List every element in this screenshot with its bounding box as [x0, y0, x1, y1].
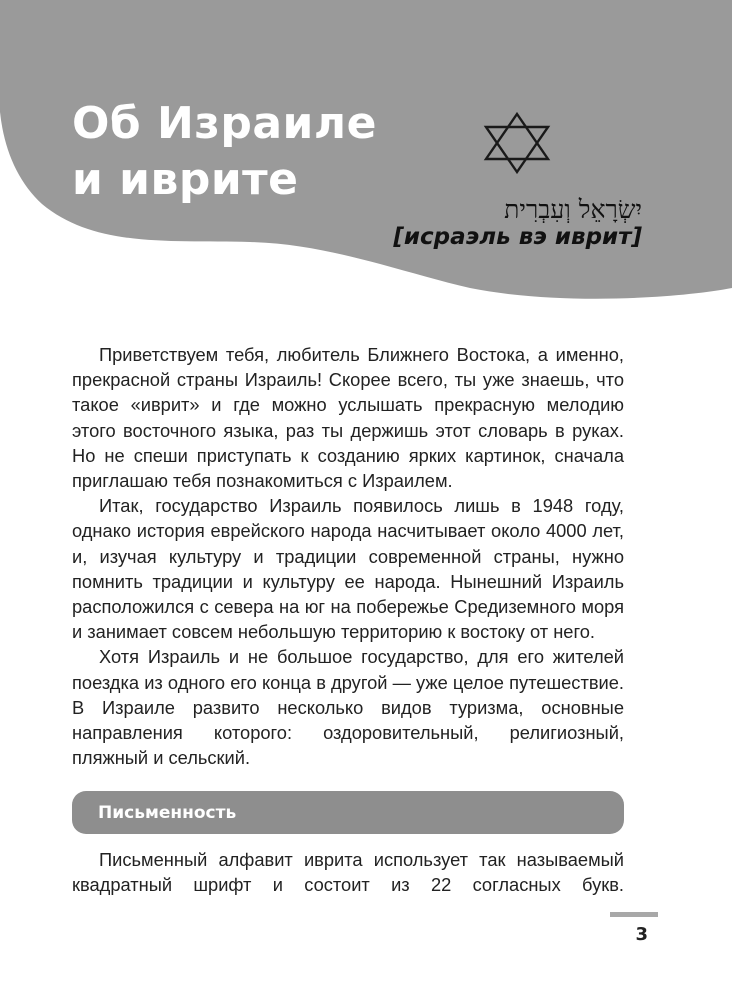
paragraph: Приветствуем тебя, любитель Ближнего Востока, а именно, прекрасной страны Израиль! Скорее всего, ты уже знаешь, что такое «иврит» и где можно услышать прекрасную мелодию этого восточного языка, раз ты держишь этот словарь в руках. Но не спеши приступать к созданию ярких картинок, сначала приглашаю тебя познакомиться с Израилем. [72, 344, 624, 492]
page-number-rule [610, 912, 658, 917]
hebrew-heading: יִשְׂרָאֵל וְעִבְרִית [504, 195, 642, 224]
page-title [72, 96, 377, 208]
page-number: 3 [635, 924, 648, 945]
paragraph: Письменный алфавит иврита использует так называемый квадратный шрифт и состоит из 22 согласных букв. [72, 849, 624, 896]
section-text [72, 847, 624, 897]
section-title: Письменность [98, 803, 237, 823]
title-line-2: и иврите [72, 154, 299, 205]
intro-text [72, 342, 624, 770]
transliteration-heading: [исраэль вэ иврит] [393, 224, 642, 250]
section-header [72, 791, 624, 834]
paragraph: Итак, государство Израиль появилось лишь в 1948 году, однако история еврейского народа насчитывает около 4000 лет, и, изучая культуру и традиции современной страны, нужно помнить традиции и культуру ее народа. Нынешний Израиль расположился с севера на юг на побережье Средиземного моря и занимает совсем небольшую территорию к востоку от него. [72, 495, 624, 643]
paragraph: Хотя Израиль и не большое государство, для его жителей поездка из одного его конца в другой — уже целое путешествие. В Израиле развито несколько видов туризма, основные направления которого: оздоровительный, религиозный, пляжный и сельский. [72, 646, 624, 769]
star-of-david-icon [482, 112, 552, 174]
title-line-1: Об Израиле [72, 98, 377, 149]
